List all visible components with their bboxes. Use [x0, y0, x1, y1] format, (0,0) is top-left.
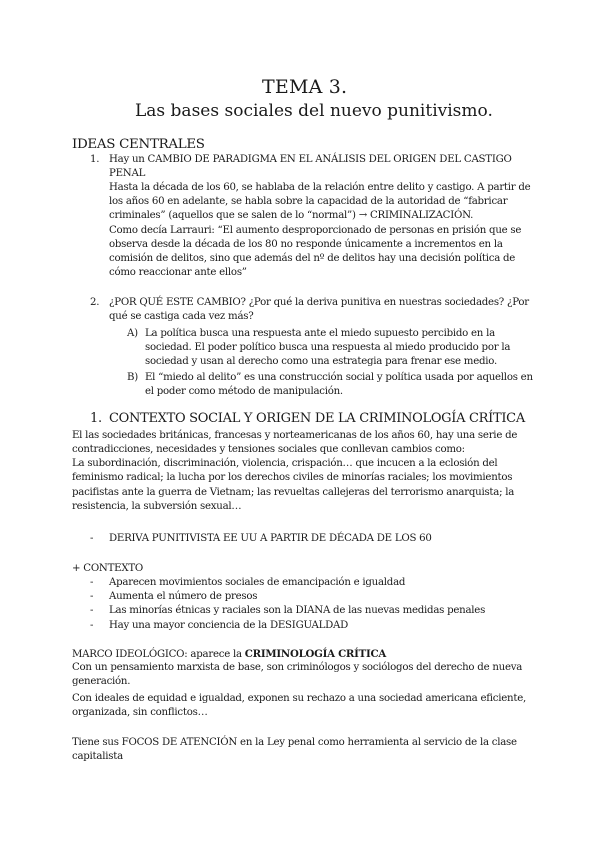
section-1-text-line: feminismo radical; la lucha por los derechos civiles de minorías raciales; los movimientos: [72, 472, 513, 483]
contexto-item: Aparecen movimientos sociales de emancipación e igualdad: [109, 577, 406, 588]
deriva-text: DERIVA PUNITIVISTA EE UU A PARTIR DE DÉCADA DE LOS 60: [109, 533, 432, 544]
contexto-heading: + CONTEXTO: [72, 563, 143, 574]
marco-ideologico-line: [72, 647, 386, 662]
marco-text-line: organizada, sin conflictos…: [72, 707, 208, 718]
item-1-text-line: comisión de delitos, sino que además del nº de delitos hay una decisión política de: [109, 253, 516, 264]
document-title: TEMA 3.: [262, 76, 348, 98]
marco-text-line: Con un pensamiento marxista de base, son criminólogos y sociólogos del derecho de nueva: [72, 662, 523, 673]
criminologia-critica-bold: CRIMINOLOGÍA CRÍTICA: [244, 648, 387, 660]
item-1-text-line: cómo reaccionar ante ellos”: [109, 267, 247, 278]
contexto-item: Hay una mayor conciencia de la DESIGUALDAD: [109, 620, 349, 631]
contexto-bullet: -: [90, 605, 94, 616]
deriva-dash: -: [90, 533, 94, 544]
sub-item-a-line: sociedad y usan al derecho como una estrategia para frenar ese medio.: [145, 356, 497, 367]
focos-text-line: capitalista: [72, 751, 123, 762]
item-2-text-line: qué se castiga cada vez más?: [109, 311, 254, 322]
item-1-text-line: Hasta la década de los 60, se hablaba de la relación entre delito y castigo. A partir de: [109, 182, 531, 193]
section-1-text-line: El las sociedades británicas, francesas y norteamericanas de los años 60, hay una serie de: [72, 430, 518, 441]
document-subtitle: Las bases sociales del nuevo punitivismo.: [135, 101, 493, 121]
item-2-text-line: ¿POR QUÉ ESTE CAMBIO? ¿Por qué la deriva punitiva en nuestras sociedades? ¿Por: [109, 297, 529, 308]
sub-item-b-letter: B): [127, 372, 138, 383]
sub-item-b-line: El “miedo al delito” es una construcción social y política usada por aquellos en: [145, 372, 533, 383]
contexto-bullet: -: [90, 620, 94, 631]
item-1-heading-line: Hay un CAMBIO DE PARADIGMA EN EL ANÁLISIS DEL ORIGEN DEL CASTIGO: [109, 154, 512, 165]
section-1-text-line: resistencia, la subversión sexual…: [72, 501, 242, 512]
item-1-text-line: observa desde la década de los 80 no responde únicamente a incrementos en la: [109, 239, 503, 250]
section-1-number: 1.: [90, 411, 102, 426]
contexto-item: Aumenta el número de presos: [109, 591, 258, 602]
section-1-text-line: contradicciones, necesidades y tensiones sociales que conllevan cambios como:: [72, 444, 465, 455]
marco-text-line: generación.: [72, 676, 131, 687]
item-1-text-line: los años 60 en adelante, se habla sobre la capacidad de la autoridad de “fabricar: [109, 196, 508, 207]
section-1-text-line: La subordinación, discriminación, violencia, crispación… que incucen a la eclosión del: [72, 458, 498, 469]
section-1-heading: CONTEXTO SOCIAL Y ORIGEN DE LA CRIMINOLOGÍA CRÍTICA: [109, 411, 525, 426]
marco-ideologico-label: MARCO IDEOLÓGICO: aparece la: [72, 649, 245, 660]
contexto-bullet: -: [90, 577, 94, 588]
section-1-text-line: pacifistas ante la guerra de Vietnam; las revueltas callejeras del terrorismo anarquista; la: [72, 487, 515, 498]
item-1-text-line: Como decía Larrauri: “El aumento desproporcionado de personas en prisión que se: [109, 225, 522, 236]
item-1-number: 1.: [90, 154, 100, 165]
sub-item-a-line: La política busca una respuesta ante el miedo supuesto percibido en la: [145, 328, 495, 339]
contexto-bullet: -: [90, 591, 94, 602]
sub-item-a-letter: A): [127, 328, 138, 339]
ideas-centrales-heading: IDEAS CENTRALES: [72, 137, 205, 152]
contexto-item: Las minorías étnicas y raciales son la DIANA de las nuevas medidas penales: [109, 605, 486, 616]
focos-text-line: Tiene sus FOCOS DE ATENCIÓN en la Ley penal como herramienta al servicio de la clase: [72, 737, 517, 748]
marco-text-line: Con ideales de equidad e igualdad, exponen su rechazo a una sociedad americana eficiente,: [72, 693, 526, 704]
item-1-heading-line: PENAL: [109, 168, 146, 179]
sub-item-b-line: el poder como método de manipulación.: [145, 386, 343, 397]
sub-item-a-line: sociedad. El poder político busca una respuesta al miedo producido por la: [145, 342, 511, 353]
item-2-number: 2.: [90, 297, 100, 308]
item-1-text-line: criminales” (aquellos que se salen de lo “normal”) → CRIMINALIZACIÓN.: [109, 210, 474, 221]
